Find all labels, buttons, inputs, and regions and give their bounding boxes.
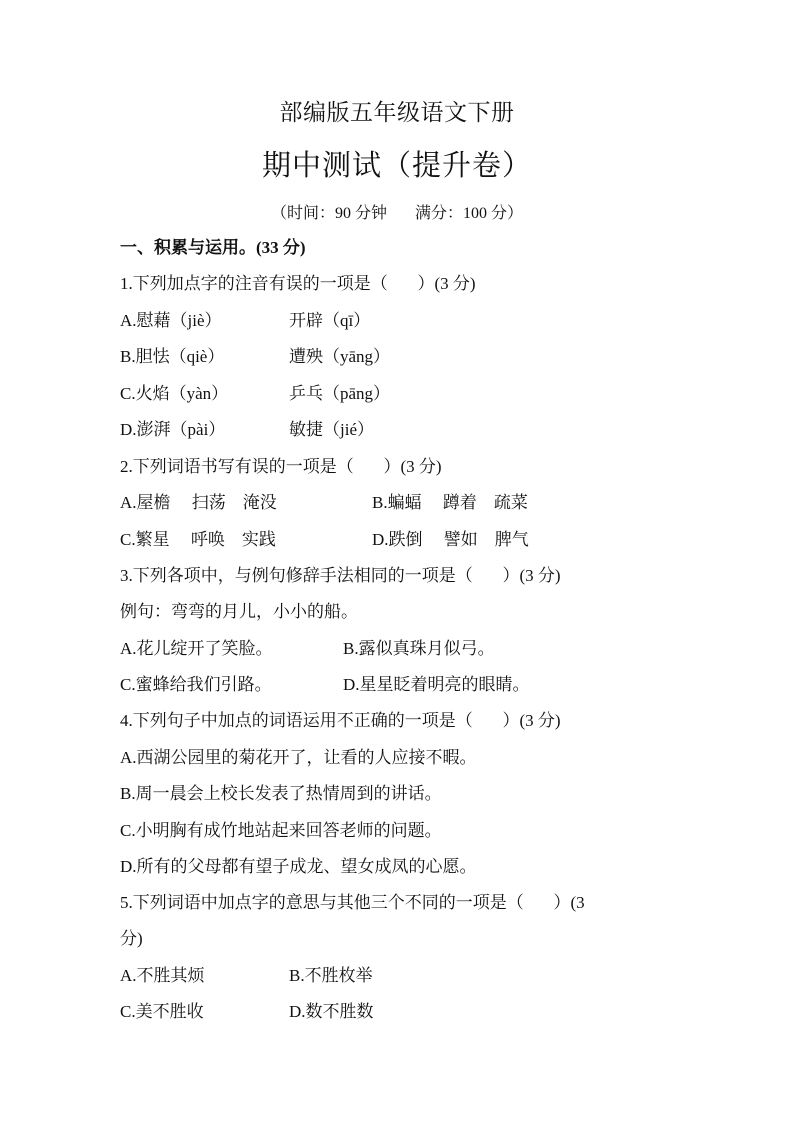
q1-option-a-word2: 开辟（qī） — [289, 311, 371, 330]
q3-option-d: D.星星眨着明亮的眼睛。 — [343, 675, 530, 694]
q1-option-d: D.澎湃（pài） — [120, 420, 226, 439]
q2-option-b: B.蝙蝠 蹲着 疏菜 — [372, 493, 528, 512]
q5-option-d: D.数不胜数 — [289, 1002, 374, 1021]
q2-option-a: A.屋檐 扫荡 淹没 — [120, 493, 277, 512]
q1-option-d-word2: 敏捷（jié） — [289, 420, 374, 439]
q4-option-b: B.周一晨会上校长发表了热情周到的讲话。 — [120, 784, 442, 803]
q1-option-b: B.胆怯（qiè） — [120, 347, 225, 366]
question-5-stem-cont: 分) — [120, 929, 143, 948]
q1-option-c-word2: 乒乓（pāng） — [289, 384, 391, 403]
q4-option-c: C.小明胸有成竹地站起来回答老师的问题。 — [120, 821, 442, 840]
q2-option-c: C.繁星 呼唤 实践 — [120, 530, 276, 549]
question-1-stem: 1.下列加点字的注音有误的一项是（ ）(3 分) — [120, 274, 476, 293]
q4-option-d: D.所有的父母都有望子成龙、望女成凤的心愿。 — [120, 857, 477, 876]
q1-option-c: C.火焰（yàn） — [120, 384, 229, 403]
question-2-stem: 2.下列词语书写有误的一项是（ ）(3 分) — [120, 457, 442, 476]
question-4-stem: 4.下列句子中加点的词语运用不正确的一项是（ ）(3 分) — [120, 711, 561, 730]
q5-option-a: A.不胜其烦 — [120, 966, 205, 985]
question-5-stem: 5.下列词语中加点字的意思与其他三个不同的一项是（ ）(3 — [120, 893, 585, 912]
q3-option-a: A.花儿绽开了笑脸。 — [120, 639, 273, 658]
section-heading: 一、积累与运用。(33 分) — [120, 238, 306, 257]
q5-option-b: B.不胜枚举 — [289, 966, 373, 985]
q5-option-c: C.美不胜收 — [120, 1002, 204, 1021]
q4-option-a: A.西湖公园里的菊花开了，让看的人应接不暇。 — [120, 748, 477, 767]
q3-example: 例句：弯弯的月儿，小小的船。 — [120, 602, 358, 621]
exam-subtitle: 期中测试（提升卷） — [261, 150, 532, 182]
exam-title: 部编版五年级语文下册 — [279, 100, 515, 125]
question-3-stem: 3.下列各项中，与例句修辞手法相同的一项是（ ）(3 分) — [120, 566, 561, 585]
q3-option-b: B.露似真珠月似弓。 — [343, 639, 495, 658]
exam-info: （时间：90 分钟 满分：100 分） — [270, 205, 523, 222]
q3-option-c: C.蜜蜂给我们引路。 — [120, 675, 272, 694]
q2-option-d: D.跌倒 譬如 脾气 — [372, 530, 529, 549]
q1-option-a: A.慰藉（jiè） — [120, 311, 222, 330]
q1-option-b-word2: 遭殃（yāng） — [289, 347, 391, 366]
